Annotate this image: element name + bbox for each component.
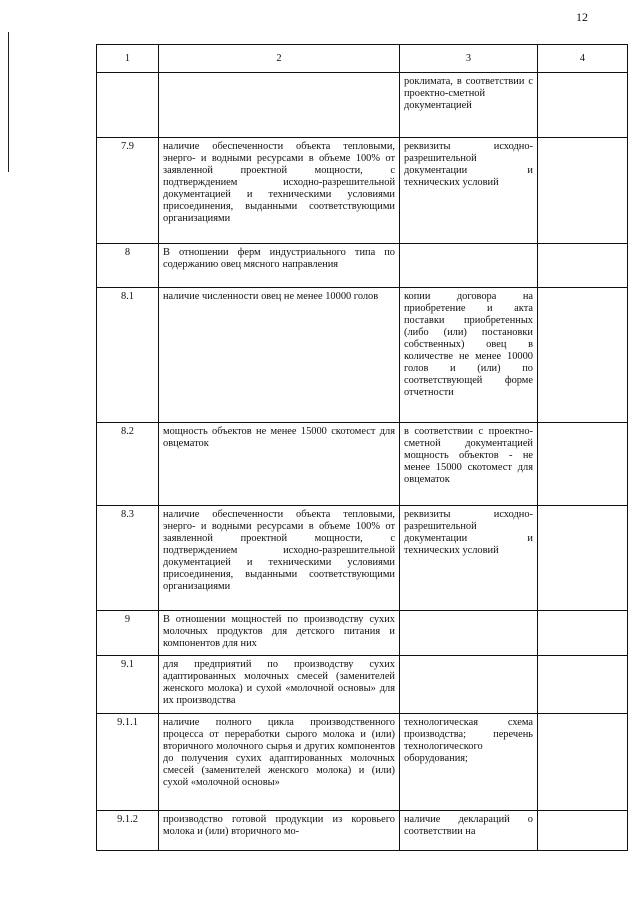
row-number: 8.1	[97, 288, 159, 423]
margin-rule	[8, 32, 9, 172]
table-row	[97, 506, 628, 611]
table-row	[97, 714, 628, 811]
row-number: 8.3	[97, 506, 159, 611]
row-requirement: наличие численности овец не менее 10000 голов	[159, 288, 400, 423]
header-col-2: 2	[159, 45, 400, 73]
table-row	[97, 423, 628, 506]
row-note	[538, 423, 628, 506]
header-col-1: 1	[97, 45, 159, 73]
row-number: 9.1.2	[97, 811, 159, 851]
row-documents: копии договора на приобретение и акта поставки приобретенных (либо (или) постановки собственных) овец в количестве не менее 10000 голов и (или) по соответствующей форме отчетности	[400, 288, 538, 423]
row-documents	[400, 656, 538, 714]
header-col-4: 4	[538, 45, 628, 73]
row-note	[538, 506, 628, 611]
row-requirement: наличие обеспеченности объекта тепловыми, энерго- и водными ресурсами в объеме 100% от заявленной проектной мощности, с подтверждением исходно-разрешительной документацией и техническими условиями присоединения, выданными соответствующими организациями	[159, 138, 400, 244]
row-requirement: мощность объектов не менее 15000 скотомест для овцематок	[159, 423, 400, 506]
row-requirement: производство готовой продукции из коровьего молока и (или) вторичного мо-	[159, 811, 400, 851]
row-note	[538, 656, 628, 714]
row-documents: реквизиты исходно-разрешительной документации и технических условий	[400, 138, 538, 244]
row-number: 9.1.1	[97, 714, 159, 811]
row-number: 8.2	[97, 423, 159, 506]
row-note	[538, 288, 628, 423]
row-number: 9	[97, 611, 159, 656]
row-number: 8	[97, 244, 159, 288]
row-requirement: для предприятий по производству сухих адаптированных молочных смесей (заменителей женского молока) и сухой «молочной основы» для их производства	[159, 656, 400, 714]
row-note	[538, 611, 628, 656]
table-row	[97, 138, 628, 244]
row-documents	[400, 611, 538, 656]
row-documents	[400, 244, 538, 288]
row-documents: роклимата, в соответствии с проектно-сметной документацией	[400, 73, 538, 138]
row-documents: наличие деклараций о соответствии на	[400, 811, 538, 851]
table-row	[97, 73, 628, 138]
row-requirement: В отношении ферм индустриального типа по содержанию овец мясного направления	[159, 244, 400, 288]
row-note	[538, 138, 628, 244]
table-header-row	[97, 45, 628, 73]
row-note	[538, 244, 628, 288]
table-row	[97, 656, 628, 714]
row-note	[538, 811, 628, 851]
table-row	[97, 288, 628, 423]
row-note	[538, 714, 628, 811]
header-col-3: 3	[400, 45, 538, 73]
requirements-table	[96, 44, 628, 851]
row-requirement: В отношении мощностей по производству сухих молочных продуктов для детского питания и компонентов для них	[159, 611, 400, 656]
row-number: 7.9	[97, 138, 159, 244]
row-documents: реквизиты исходно-разрешительной документации и технических условий	[400, 506, 538, 611]
row-number	[97, 73, 159, 138]
row-requirement: наличие обеспеченности объекта тепловыми, энерго- и водными ресурсами в объеме 100% от заявленной проектной мощности, с подтверждением исходно-разрешительной документацией и техническими условиями присоединения, выданными соответствующими организациями	[159, 506, 400, 611]
table-row	[97, 811, 628, 851]
row-documents: в соответствии с проектно-сметной документацией мощность объектов - не менее 15000 скотомест для овцематок	[400, 423, 538, 506]
row-note	[538, 73, 628, 138]
row-requirement	[159, 73, 400, 138]
row-number: 9.1	[97, 656, 159, 714]
page-number: 12	[576, 10, 588, 24]
table-row	[97, 611, 628, 656]
row-documents: технологическая схема производства; перечень технологического оборудования;	[400, 714, 538, 811]
table-row	[97, 244, 628, 288]
row-requirement: наличие полного цикла производственного процесса от переработки сырого молока и (или) вторичного молочного сырья и других компонентов до получения сухих адаптированных молочных смесей (заменителей женского молока) и (или) сухой «молочной основы»	[159, 714, 400, 811]
